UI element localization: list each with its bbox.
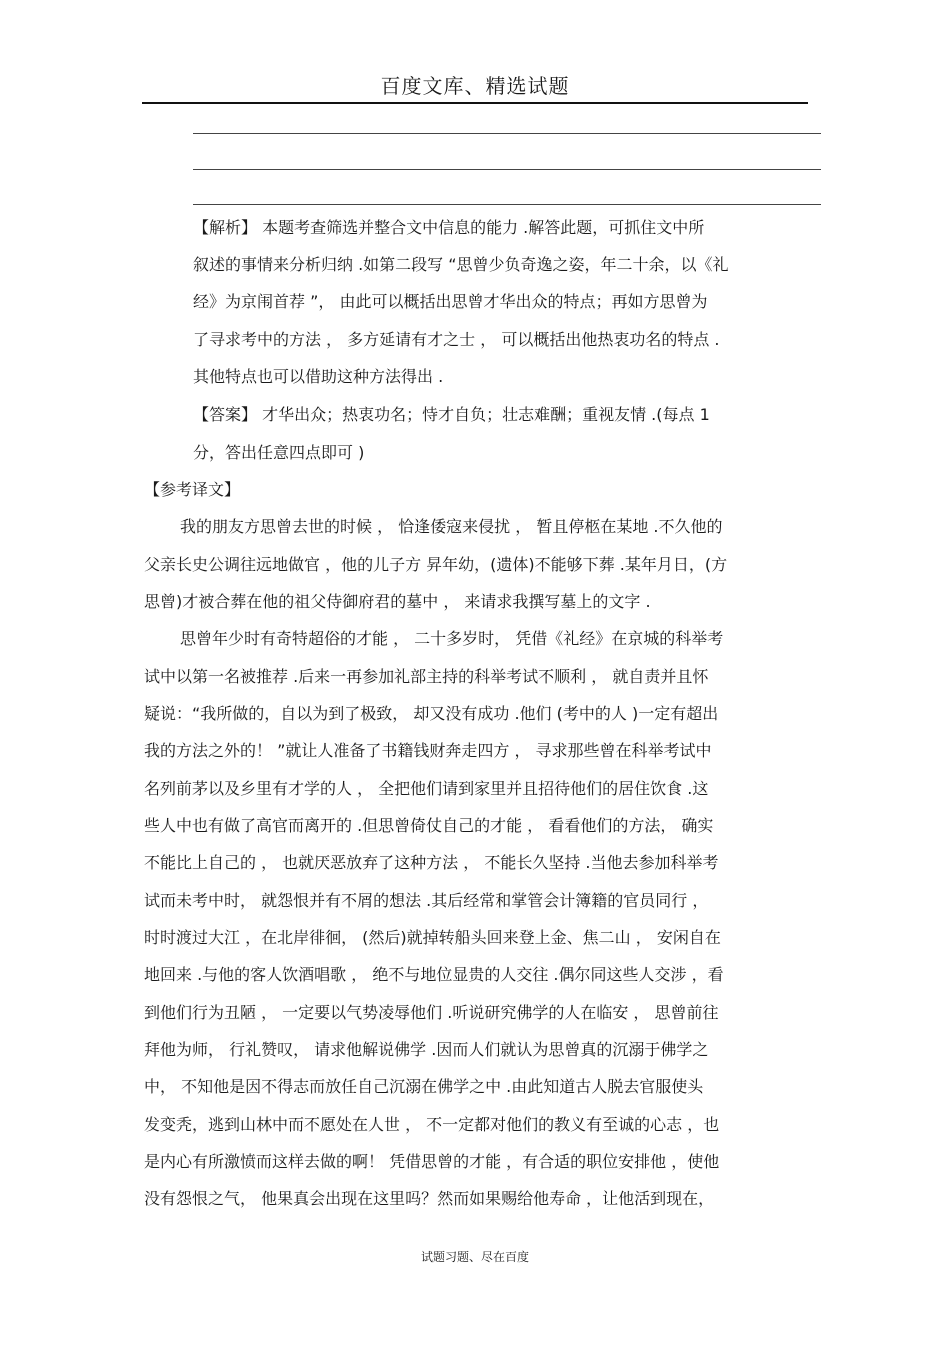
translation-line: 父亲长史公调往远地做官 ，他的儿子方 昇年幼，(遗体)不能够下葬 .某年月日，(方: [144, 555, 728, 574]
answer-line: 【答案】 才华出众；热衷功名；恃才自负；壮志难酬；重视友情 .(每点 1: [193, 405, 710, 424]
translation-line: 疑说：“我所做的，自以为到了极致， 却又没有成功 .他们 (考中的人 )一定有超出: [144, 704, 719, 723]
answer-line: 分，答出任意四点即可 ): [193, 443, 365, 462]
translation-line: 试中以第一名被推荐 .后来一再参加礼部主持的科举考试不顺利 ， 就自责并且怀: [144, 667, 709, 686]
translation-line: 时时渡过大江 ，在北岸徘徊， (然后)就掉转船头回来登上金、焦二山 ， 安闲自在: [144, 928, 721, 947]
translation-line: 没有怨恨之气， 他果真会出现在这里吗？然而如果赐给他寿命 ，让他活到现在，: [144, 1189, 715, 1208]
translation-line: 名列前茅以及乡里有才学的人 ， 全把他们请到家里并且招待他们的居住饮食 .这: [144, 779, 709, 798]
translation-line: 发变秃，逃到山林中而不愿处在人世 ， 不一定都对他们的教义有至诚的心志 ，也: [144, 1115, 720, 1134]
translation-line: 思曾年少时有奇特超俗的才能 ， 二十多岁时， 凭借《礼经》在京城的科举考: [180, 629, 724, 648]
translation-line: 我的方法之外的！ ”就让人准备了书籍钱财奔走四方 ， 寻求那些曾在科举考试中: [144, 741, 712, 760]
translation-line: 不能比上自己的 ， 也就厌恶放弃了这种方法 ， 不能长久坚持 .当他去参加科举考: [144, 853, 719, 872]
answer-blank-line-3: [193, 204, 821, 205]
translation-line: 思曾)才被合葬在他的祖父侍御府君的墓中 ， 来请求我撰写墓上的文字 .: [144, 592, 651, 611]
answer-blank-line-2: [193, 169, 821, 170]
analysis-line: 经》为京闱首荐 ”， 由此可以概括出思曾才华出众的特点；再如方思曾为: [193, 292, 708, 311]
translation-line: 试而未考中时， 就怨恨并有不屑的想法 .其后经常和掌管会计簿籍的官员同行 ，: [144, 891, 709, 910]
translation-line: 我的朋友方思曾去世的时候 ， 恰逢倭寇来侵扰 ， 暂且停柩在某地 .不久他的: [180, 517, 723, 536]
analysis-line: 了寻求考中的方法 ， 多方延请有才之士 ， 可以概括出他热衷功名的特点 .: [193, 330, 720, 349]
translation-heading: 【参考译文】: [144, 480, 241, 499]
analysis-line: 【解析】 本题考查筛选并整合文中信息的能力 .解答此题，可抓住文中所: [193, 218, 705, 237]
translation-line: 拜他为师， 行礼赞叹， 请求他解说佛学 .因而人们就认为思曾真的沉溺于佛学之: [144, 1040, 709, 1059]
analysis-line: 叙述的事情来分析归纳 .如第二段写 “思曾少负奇逸之姿，年二十余，以《礼: [193, 255, 729, 274]
page-header-title: 百度文库、精选试题: [380, 74, 570, 98]
translation-line: 地回来 .与他的客人饮酒唱歌 ， 绝不与地位显贵的人交往 .偶尔同这些人交涉 ，看: [144, 965, 724, 984]
translation-line: 是内心有所激愤而这样去做的啊！ 凭借思曾的才能 ，有合适的职位安排他 ，使他: [144, 1152, 720, 1171]
page-footer: 试题习题、尽在百度: [420, 1250, 529, 1264]
translation-line: 中， 不知他是因不得志而放任自己沉溺在佛学之中 .由此知道古人脱去官服使头: [144, 1077, 704, 1096]
header-divider: [142, 102, 808, 104]
translation-line: 到他们行为丑陋 ， 一定要以气势凌辱他们 .听说研究佛学的人在临安 ， 思曾前往: [144, 1003, 719, 1022]
analysis-line: 其他特点也可以借助这种方法得出 .: [193, 367, 444, 386]
translation-line: 些人中也有做了高官而离开的 .但思曾倚仗自己的才能 ， 看看他们的方法， 确实: [144, 816, 714, 835]
answer-blank-line-1: [193, 133, 821, 134]
